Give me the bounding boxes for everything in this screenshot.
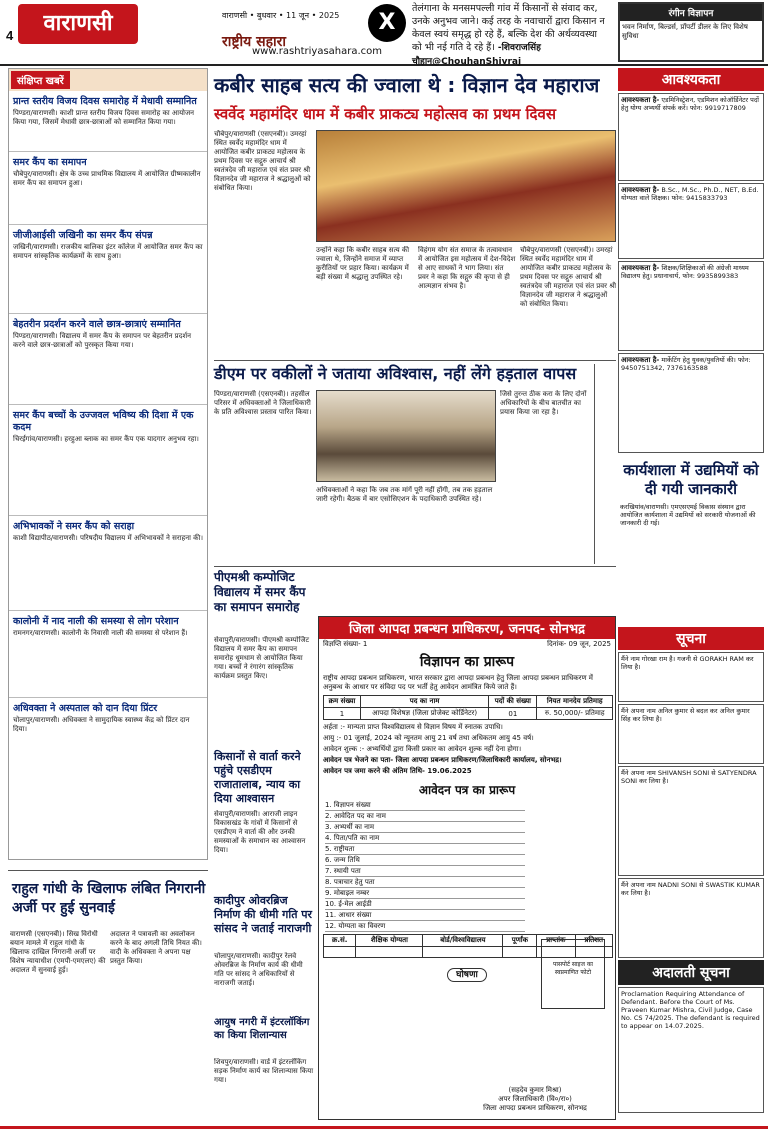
form-field: 4. पिता/पति का नाम (325, 833, 525, 844)
brief-story (9, 698, 207, 804)
form-field: 9. मोबाइल नम्बर (325, 888, 525, 899)
brief-story (9, 91, 207, 152)
brief-headline: समर कैंप का समापन (13, 157, 87, 168)
court-notice-text: Proclamation Requiring Attendance of Defendant. Before the Court of Ms. Praveen Kumar Mishra, Civil Judge, Case No. CS 74/2025. The defendant is required to appear on 14.07.2025. (618, 987, 764, 1113)
brief-news-column (8, 68, 208, 860)
form-field: 1. विज्ञापन संख्या (325, 800, 525, 811)
tender-intro: राष्ट्रीय आपदा प्रबन्धन प्राधिकरण, भारत सरकार द्वारा आपदा प्रबन्धन हेतु जिला आपदा प्रबन्धन प्राधिकरण में अनुबन्ध के आधार पर संविदा पद पर भर्ती हेतु आवेदन आमंत्रित किये जाते हैं। (323, 674, 593, 691)
ad-lead: आवश्यकता है- (621, 96, 660, 104)
post-table-cell: रु. 50,000/- प्रतिमाह (537, 708, 613, 720)
form-field: 3. अभ्यर्थी का नाम (325, 822, 525, 833)
form-field: 6. जन्म तिथि (325, 855, 525, 866)
brief-story (9, 225, 207, 314)
form-field: 8. पत्राचार हेतु पता (325, 877, 525, 888)
color-ad-text: भवन निर्माण, बिल्डर्स, प्रॉपर्टी डीलर के लिए विशेष सुविधा (622, 23, 748, 40)
notice-item: मैंने नाम गोरखा राम है। गजनी से GORAKH RAM कर लिया है। (618, 652, 764, 702)
tender-notice (318, 616, 616, 1120)
classified-ad (618, 353, 764, 453)
post-table (323, 695, 613, 720)
dm-story-col: पिण्डरा/वाराणसी (एसएनबी)। तहसील परिसर में अधिवक्ताओं ने जिलाधिकारी के प्रति अविश्वास प्रस्ताव पारित किया। (214, 390, 312, 416)
avashyakta-header: आवश्यकता (618, 68, 764, 91)
brief-headline: जीजीआईसी जखिनी का समर कैंप संपन्न (13, 230, 153, 241)
page-header (0, 0, 768, 66)
kisan-story-body: सेवापुरी/वाराणसी। आराजी लाइन विकासखंड के गांवों में किसानों से एसडीएम ने वार्ता की और उनकी समस्याओं के समाधान का आश्वासन दिया। (214, 810, 306, 854)
brief-body: काशी विद्यापीठ/वाराणसी। परिषदीय विद्यालय में अभिभावकों ने सराहना की। (13, 534, 203, 542)
main-story-col: चौबेपुर/वाराणसी (एसएनबी)। उमरहां स्थित स्वर्वेद महामंदिर धाम में आयोजित कबीर प्राकट्य महोत्सव के प्रथम दिवस पर सद्गुरु आचार्य श्री स्वतंत्रदेव जी महाराज एवं संत प्रवर श्री विज्ञानदेव जी महाराज ने श्रद्धालुओं को संबोधित किया। (520, 246, 616, 308)
tender-office-head: जिला आपदा प्रबन्धन प्राधिकरण, जनपद- सोनभद्र (319, 617, 615, 639)
section-divider (8, 870, 208, 871)
form-field: 7. स्थायी पता (325, 866, 525, 877)
declaration-label: घोषणा (447, 968, 487, 982)
brief-headline: समर कैंप बच्चों के उज्जवल भविष्य की दिशा में एक कदम (13, 410, 194, 433)
tender-title: विज्ञापन का प्रारूप (419, 654, 515, 670)
brief-headline: बेहतरीन प्रदर्शन करने वाले छात्र-छात्राएं सम्मानित (13, 319, 181, 330)
tender-qualification: अर्हता :- मान्यता प्राप्त विश्वविद्यालय से विज्ञान विषय में स्नातक उपाधि। (323, 723, 503, 731)
tender-date: दिनांक- 09 जून, 2025 (547, 640, 611, 648)
education-head-cell: पूर्णांक (503, 935, 537, 947)
main-headline: कबीर साहब सत्य की ज्वाला थे : विज्ञान देव महाराज (214, 73, 600, 97)
tender-ref-no: विज्ञप्ति संख्या- 1 (323, 640, 368, 648)
main-story-col: चौबेपुर/वाराणसी (एसएनबी)। उमरहां स्थित स्वर्वेद महामंदिर धाम में आयोजित कबीर प्राकट्य महोत्सव के प्रथम दिवस पर सद्गुरु आचार्य श्री स्वतंत्रदेव जी महाराज एवं संत प्रवर श्री विज्ञानदेव जी महाराज ने श्रद्धालुओं को संबोधित किया। (214, 130, 311, 192)
brief-body: पिण्डरा/वाराणसी। काशी प्रान्त स्तरीय विजय दिवस समारोह का आयोजन किया गया, जिसमें मेधावी छात्र-छात्राओं को सम्मानित किया गया। (13, 109, 195, 126)
brief-headline: अधिवक्ता ने अस्पताल को दान दिया प्रिंटर (13, 703, 158, 714)
quote-author: -शिवराजसिंह चौहान@ChouhanShivraj (412, 43, 541, 67)
column-divider (594, 364, 595, 564)
post-table-head-cell: पद का नाम (360, 696, 488, 708)
masthead-meta: वाराणसी • बुधवार • 11 जून • 2025 (222, 11, 340, 20)
dm-story-col: अधिवक्ताओं ने कहा कि जब तक मांगें पूरी नहीं होंगी, तब तक हड़ताल जारी रहेगी। बैठक में बार एसोसिएशन के पदाधिकारी उपस्थित रहे। (316, 486, 493, 503)
leader-quote (412, 2, 608, 69)
page-number: 4 (6, 28, 14, 43)
education-head-cell: बोर्ड/विश्वविद्यालय (423, 935, 503, 947)
karyashala-headline: कार्यशाला में उद्यमियों को दी गयी जानकारी (623, 461, 759, 498)
dm-story-photo (316, 390, 496, 482)
tender-address: आवेदन पत्र भेजने का पता- जिला आपदा प्रबन्धन प्राधिकरण/जिलाधिकारी कार्यालय, सोनभद्र। (323, 756, 562, 764)
karyashala-box (618, 455, 764, 625)
notice-item: मैंने अपना नाम अनिल कुमार से बदल कर अनिल कुमार सिंह कर लिया है। (618, 704, 764, 764)
court-notice-header: अदालती सूचना (618, 960, 764, 985)
brief-body: चौबेपुर/वाराणसी। क्षेत्र के उच्च प्राथमिक विद्यालय में आयोजित ग्रीष्मकालीन समर कैंप का समापन हुआ। (13, 170, 201, 187)
x-logo-icon: X (368, 4, 406, 42)
brief-news-tab: संक्षिप्त खबरें (11, 71, 70, 89)
color-ad-title: रंगीन विज्ञापन (620, 4, 762, 21)
rahul-story-col: अदालत ने पत्रावली का अवलोकन करने के बाद अगली तिथि नियत की। वादी के अधिवक्ता ने अपना पक्ष प्रस्तुत किया। (110, 930, 202, 965)
ad-lead: आवश्यकता है- (621, 186, 660, 194)
tender-ref (319, 639, 615, 650)
section-divider (214, 566, 616, 567)
ad-lead: आवश्यकता है- (621, 356, 660, 364)
table-row (324, 708, 613, 720)
brief-body: पिण्डरा/वाराणसी। विद्यालय में समर कैंप के समापन पर बेहतरीन प्रदर्शन करने वाले छात्र-छात्राओं को पुरस्कृत किया गया। (13, 332, 192, 349)
classified-ad (618, 93, 764, 181)
ayush-story-headline: आयुष नगरी में इंटरलॉकिंग का किया शिलान्यास (214, 1017, 310, 1041)
kadipur-story-body: चोलापुर/वाराणसी। कादीपुर रेलवे ओवरब्रिज के निर्माण कार्य की धीमी गति पर सांसद ने अधिकारियों से नाराजगी जताई। (214, 952, 303, 987)
signature-block (475, 1086, 595, 1113)
ad-text: एडमिनिस्ट्रेशन, एडमिशन कोऑर्डिनेटर पदों हेतु योग्य अभ्यर्थी संपर्क करें। फोन: 9919717809 (621, 96, 759, 112)
signature-name: (सहदेव कुमार मिश्रा) (508, 1086, 562, 1094)
form-fields (325, 800, 525, 932)
form-field: 2. आवेदित पद का नाम (325, 811, 525, 822)
brief-story (9, 314, 207, 405)
pm-school-headline: पीएमश्री कम्पोजिट विद्यालय में समर कैंप का समापन समारोह (214, 570, 306, 614)
pm-school-body: सेवापुरी/वाराणसी। पीएमश्री कम्पोजिट विद्यालय में समर कैंप का समापन समारोह धूमधाम से आयोजित किया गया। बच्चों ने रंगारंग सांस्कृतिक कार्यक्रम प्रस्तुत किए। (214, 636, 310, 680)
photo-placeholder: पासपोर्ट साइज का स्वप्रमाणित फोटो (541, 939, 605, 1009)
post-table-cell: आपदा विशेषज्ञ (जिला प्रोजेक्ट कोर्डिनेटर) (360, 708, 488, 720)
quote-text: तेलंगाना के मनसमपल्ली गांव में किसानों से संवाद कर, उनके अनुभव जाने। कई तरह के नवाचारों द्वारा किसान न केवल स्वयं समृद्ध हो रहे हैं, बल्कि देश की अर्थव्यवस्था को भी नई गति दे रहे हैं। (412, 3, 605, 53)
kadipur-story-headline: कादीपुर ओवरब्रिज निर्माण की धीमी गति पर सांसद ने जताई नाराजगी (214, 894, 313, 935)
dm-story-col: जिसे तुरन्त ठीक करा के लिए दोनों अधिकारियों के बीच बातचीत का प्रयास किया जा रहा है। (500, 390, 587, 416)
brief-story (9, 405, 207, 516)
ad-text: B.Sc., M.Sc., Ph.D., NET, B.Ed. योग्यता वाले शिक्षक। फोन: 9415833793 (621, 186, 759, 202)
brief-story (9, 516, 207, 611)
suchna-header: सूचना (618, 627, 764, 650)
tender-fee: आवेदन शुल्क :- अभ्यर्थियों द्वारा किसी प्रकार का आवेदन शुल्क नहीं देना होगा। (323, 745, 522, 753)
brief-body: चोलापुर/वाराणसी। अधिवक्ता ने सामुदायिक स्वास्थ्य केंद्र को प्रिंटर दान दिया। (13, 716, 190, 733)
classifieds-column (618, 68, 764, 1126)
form-field: 5. राष्ट्रीयता (325, 844, 525, 855)
education-head-cell: प्रतिशत (575, 935, 612, 947)
rahul-story-headline: राहुल गांधी के खिलाफ लंबित निगरानी अर्जी पर हुई सुनवाई (12, 881, 206, 916)
education-head-cell: क्र.सं. (324, 935, 356, 947)
education-head-cell: प्राप्तांक (537, 935, 575, 947)
brief-headline: अभिभावकों ने समर कैंप को सराहा (13, 521, 135, 532)
main-subheadline: स्वर्वेद महामंदिर धाम में कबीर प्राकट्य महोत्सव का प्रथम दिवस (214, 105, 556, 123)
notice-item: मैंने अपना नाम NADNI SONI से SWASTIK KUMAR कर लिया है। (618, 878, 764, 958)
main-story-col: विहंगम योग संत समाज के तत्वावधान में आयोजित इस महोत्सव में देश-विदेश से आए साधकों ने भाग लिया। संत प्रवर ने कहा कि सद्गुरु की कृपा से ही आत्मज्ञान संभव है। (418, 246, 516, 290)
ad-text: मार्केटिंग हेतु युवक/युवतियों की। फोन: 9450751342, 7376163588 (621, 356, 751, 372)
ad-lead: आवश्यकता है- (621, 264, 660, 272)
main-story-col: उन्होंने कहा कि कबीर साहब सत्य की ज्वाला थे, जिन्होंने समाज में व्याप्त कुरीतियों पर प्रहार किया। कार्यक्रम में बड़ी संख्या में श्रद्धालु उपस्थित रहे। (316, 246, 410, 281)
notice-item: मैंने अपना नाम SHIVANSH SONI से SATYENDRA SONI कर लिया है। (618, 766, 764, 876)
ayush-story-body: शिवपुर/वाराणसी। वार्ड में इंटरलॉकिंग सड़क निर्माण कार्य का शिलान्यास किया गया। (214, 1058, 314, 1084)
brief-headline: कालोनी में नाद नाली की समस्या से लोग परेशान (13, 616, 179, 627)
rahul-story-col: वाराणसी (एसएनबी)। सिख विरोधी बयान मामले में राहुल गांधी के खिलाफ दाखिल निगरानी अर्जी पर विशेष न्यायाधीश (एमपी-एमएलए) की अदालत में सुनवाई हुई। (10, 930, 106, 974)
color-ad-box (618, 2, 764, 62)
tender-age: आयु :- 01 जुलाई, 2024 को न्यूनतम आयु 21 वर्ष तथा अधिकतम आयु 45 वर्ष। (323, 734, 534, 742)
city-label: वाराणसी (18, 4, 138, 44)
form-field: 11. आधार संख्या (325, 910, 525, 921)
signature-title: अपर जिलाधिकारी (वि०/रा०) (498, 1095, 572, 1103)
kisan-story-headline: किसानों से वार्ता करने पहुंचे एसडीएम राजातालाब, न्याय का दिया आश्वासन (214, 750, 301, 805)
tender-last-date: आवेदन पत्र जमा करने की अंतिम तिथि- 19.06.2025 (323, 767, 472, 775)
ad-text: शिक्षक/शिक्षिकाओं की अंग्रेजी माध्यम विद्यालय हेतु। प्रधानाचार्य, फोन: 9935899383 (621, 264, 749, 280)
form-title: आवेदन पत्र का प्रारूप (418, 783, 516, 797)
dm-story-headline: डीएम पर वकीलों ने जताया अविश्वास, नहीं लेंगे हड़ताल वापस (214, 364, 577, 383)
signature-org: जिला आपदा प्रबन्धन प्राधिकरण, सोनभद्र (483, 1104, 587, 1112)
brief-headline: प्रान्त स्तरीय विजय दिवस समारोह में मेधावी सम्मानित (13, 96, 197, 107)
brief-body: रामनगर/वाराणसी। कालोनी के निवासी नाली की समस्या से परेशान हैं। (13, 629, 188, 637)
section-divider (214, 360, 616, 361)
brief-story (9, 152, 207, 225)
brief-body: जखिनी/वाराणसी। राजकीय बालिका इंटर कॉलेज में आयोजित समर कैंप का समापन सांस्कृतिक कार्यक्रमों के साथ हुआ। (13, 243, 203, 260)
brief-body: चिरईगांव/वाराणसी। हरहुआ ब्लाक का समर कैंप एक यादगार अनुभव रहा। (13, 435, 199, 443)
website-link[interactable]: www.rashtriyasahara.com (252, 46, 383, 57)
form-field: 10. ई-मेल आईडी (325, 899, 525, 910)
form-field: 12. योग्यता का विवरण (325, 921, 525, 932)
post-table-head-cell: पदों की संख्या (489, 696, 537, 708)
main-story-photo (316, 130, 616, 242)
karyashala-body: करखियांव/वाराणसी। एमएसएमई विकास संस्थान द्वारा आयोजित कार्यशाला में उद्यमियों को सरकारी योजनाओं की जानकारी दी गई। (620, 503, 756, 527)
brand-logo: राष्ट्रीय सहारा (222, 34, 287, 50)
education-head-cell: शैक्षिक योग्यता (356, 935, 423, 947)
post-table-head-cell: नियत मानदेय प्रतिमाह (537, 696, 613, 708)
post-table-head-cell: क्रम संख्या (324, 696, 361, 708)
classified-ad (618, 183, 764, 259)
post-table-header (324, 696, 613, 708)
brief-story (9, 611, 207, 698)
classified-ad (618, 261, 764, 351)
post-table-cell: 1 (324, 708, 361, 720)
post-table-cell: 01 (489, 708, 537, 720)
